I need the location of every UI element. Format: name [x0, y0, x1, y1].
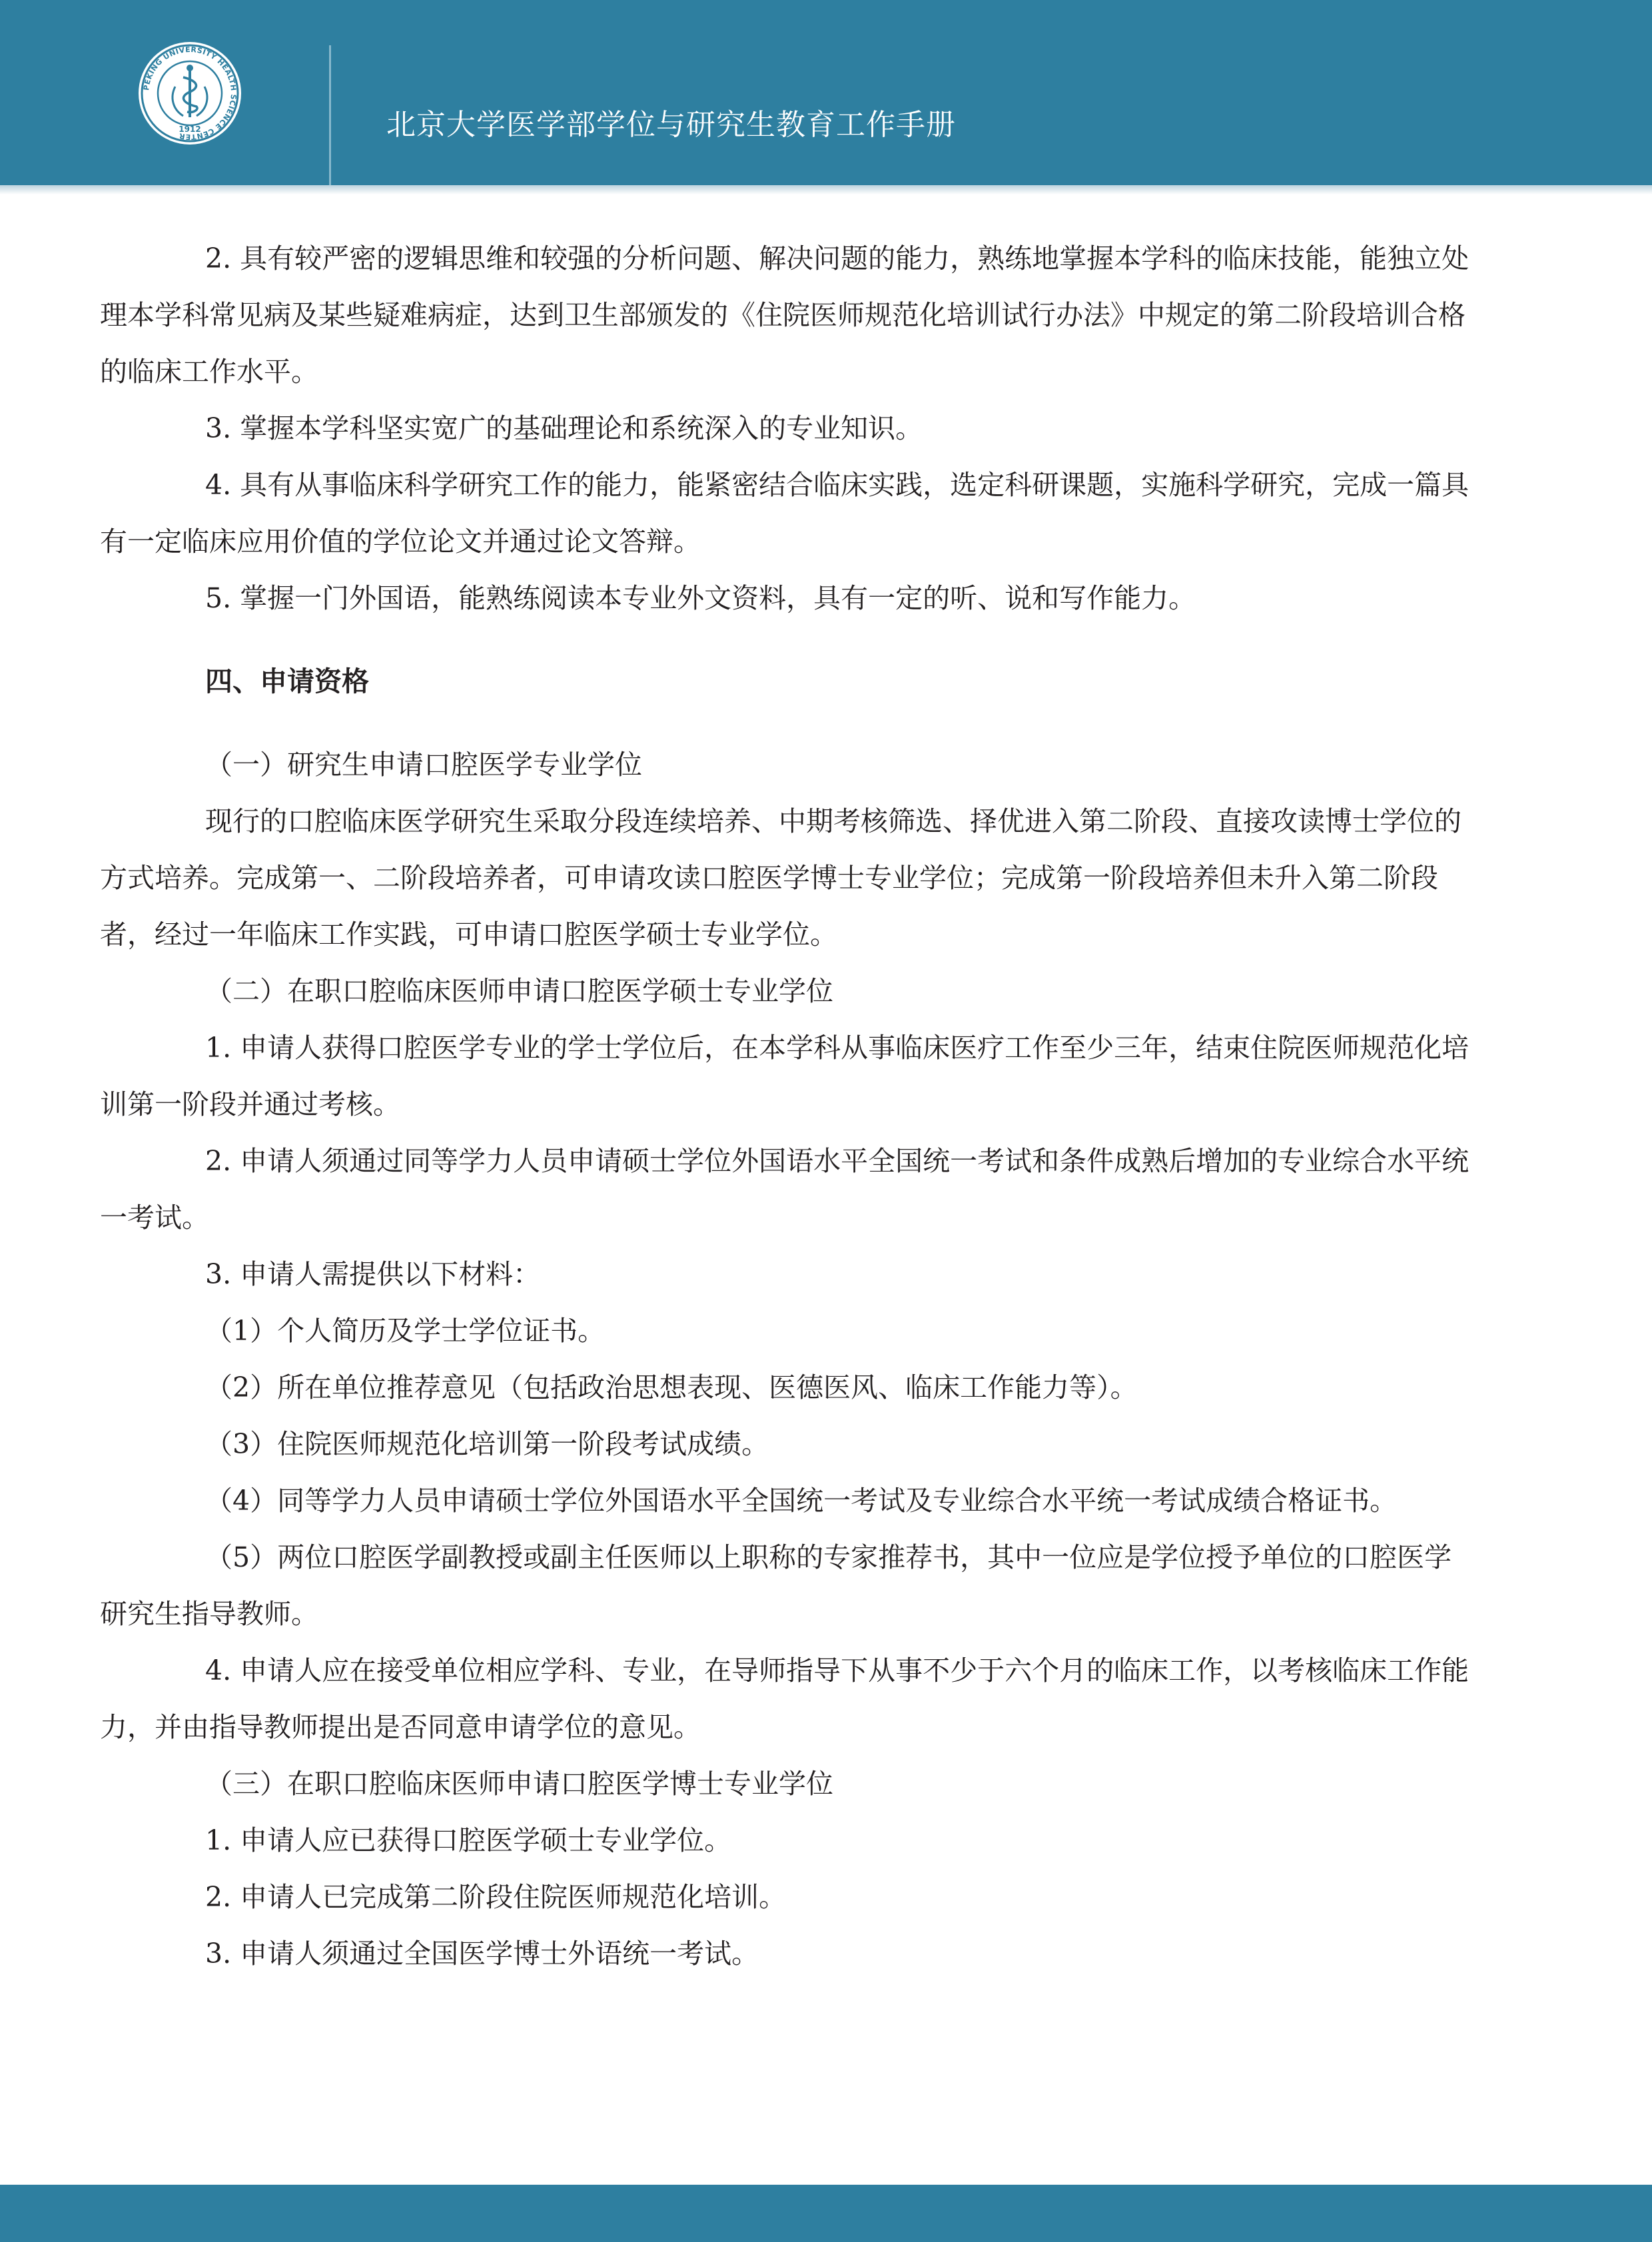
material-item-5: （5）两位口腔医学副教授或副主任医师以上职称的专家推荐书，其中一位应是学位授予单位的口腔医学研究生指导教师。 [100, 1541, 1452, 1630]
material-item-3: （3）住院医师规范化培训第一阶段考试成绩。 [205, 1428, 769, 1460]
paragraph-requirement-3: 3. 掌握本学科坚实宽广的基础理论和系统深入的专业知识。 [205, 412, 923, 444]
paragraph-requirement-2: 2. 具有较严密的逻辑思维和较强的分析问题、解决问题的能力，熟练地掌握本学科的临床技能，能独立处理本学科常见病及某些疑难病症，达到卫生部颁发的《住院医师规范化培训试行办法》中规定的第二阶段培训合格的临床工作水平。 [100, 242, 1469, 388]
paragraph-requirement-4: 4. 具有从事临床科学研究工作的能力，能紧密结合临床实践，选定科研课题，实施科学研究，完成一篇具有一定临床应用价值的学位论文并通过论文答辩。 [100, 469, 1469, 558]
subsection-title-1: （一）研究生申请口腔医学专业学位 [205, 749, 642, 781]
paragraph-requirement-5: 5. 掌握一门外国语，能熟练阅读本专业外文资料，具有一定的听、说和写作能力。 [205, 582, 1196, 614]
page-footer [0, 2185, 1652, 2242]
paragraph-sub3-2: 2. 申请人已完成第二阶段住院医师规范化培训。 [205, 1881, 787, 1913]
subsection-title-2: （二）在职口腔临床医师申请口腔医学硕士专业学位 [205, 975, 833, 1007]
subsection-title-3: （三）在职口腔临床医师申请口腔医学博士专业学位 [205, 1768, 833, 1800]
material-item-2: （2）所在单位推荐意见（包括政治思想表现、医德医风、临床工作能力等）。 [205, 1371, 1138, 1403]
university-seal-icon [137, 40, 243, 147]
paragraph-sub2-3: 3. 申请人需提供以下材料： [205, 1258, 541, 1290]
header-divider [329, 45, 331, 185]
paragraph-sub2-2: 2. 申请人须通过同等学力人员申请硕士学位外国语水平全国统一考试和条件成熟后增加的专业综合水平统一考试。 [100, 1145, 1469, 1234]
material-item-4: （4）同等学力人员申请硕士学位外国语水平全国统一考试及专业综合水平统一考试成绩合格证书。 [205, 1485, 1398, 1517]
paragraph-sub2-4: 4. 申请人应在接受单位相应学科、专业，在导师指导下从事不少于六个月的临床工作，以考核临床工作能力，并由指导教师提出是否同意申请学位的意见。 [100, 1655, 1469, 1743]
paragraph-sub3-3: 3. 申请人须通过全国医学博士外语统一考试。 [205, 1938, 759, 1970]
section-heading: 四、申请资格 [205, 665, 369, 697]
paragraph-sub3-1: 1. 申请人应已获得口腔医学硕士专业学位。 [205, 1824, 732, 1856]
page-header [0, 0, 1652, 185]
svg-text:1912: 1912 [179, 125, 201, 134]
paragraph-sub1: 现行的口腔临床医学研究生采取分段连续培养、中期考核筛选、择优进入第二阶段、直接攻读博士学位的方式培养。完成第一、二阶段培养者，可申请攻读口腔医学博士专业学位；完成第一阶段培养但未升入第二阶段者，经过一年临床工作实践，可申请口腔医学硕士专业学位。 [100, 805, 1461, 950]
header-title: 北京大学医学部学位与研究生教育工作手册 [386, 108, 956, 142]
svg-text:PEKING UNIVERSITY HEALTH SCIEN: PEKING UNIVERSITY HEALTH SCIENCE CENTER [142, 45, 238, 142]
material-item-1: （1）个人简历及学士学位证书。 [205, 1315, 606, 1347]
paragraph-sub2-1: 1. 申请人获得口腔医学专业的学士学位后，在本学科从事临床医疗工作至少三年，结束住院医师规范化培训第一阶段并通过考核。 [100, 1032, 1469, 1120]
header-shadow [0, 185, 1652, 194]
document-body [100, 230, 1479, 1982]
